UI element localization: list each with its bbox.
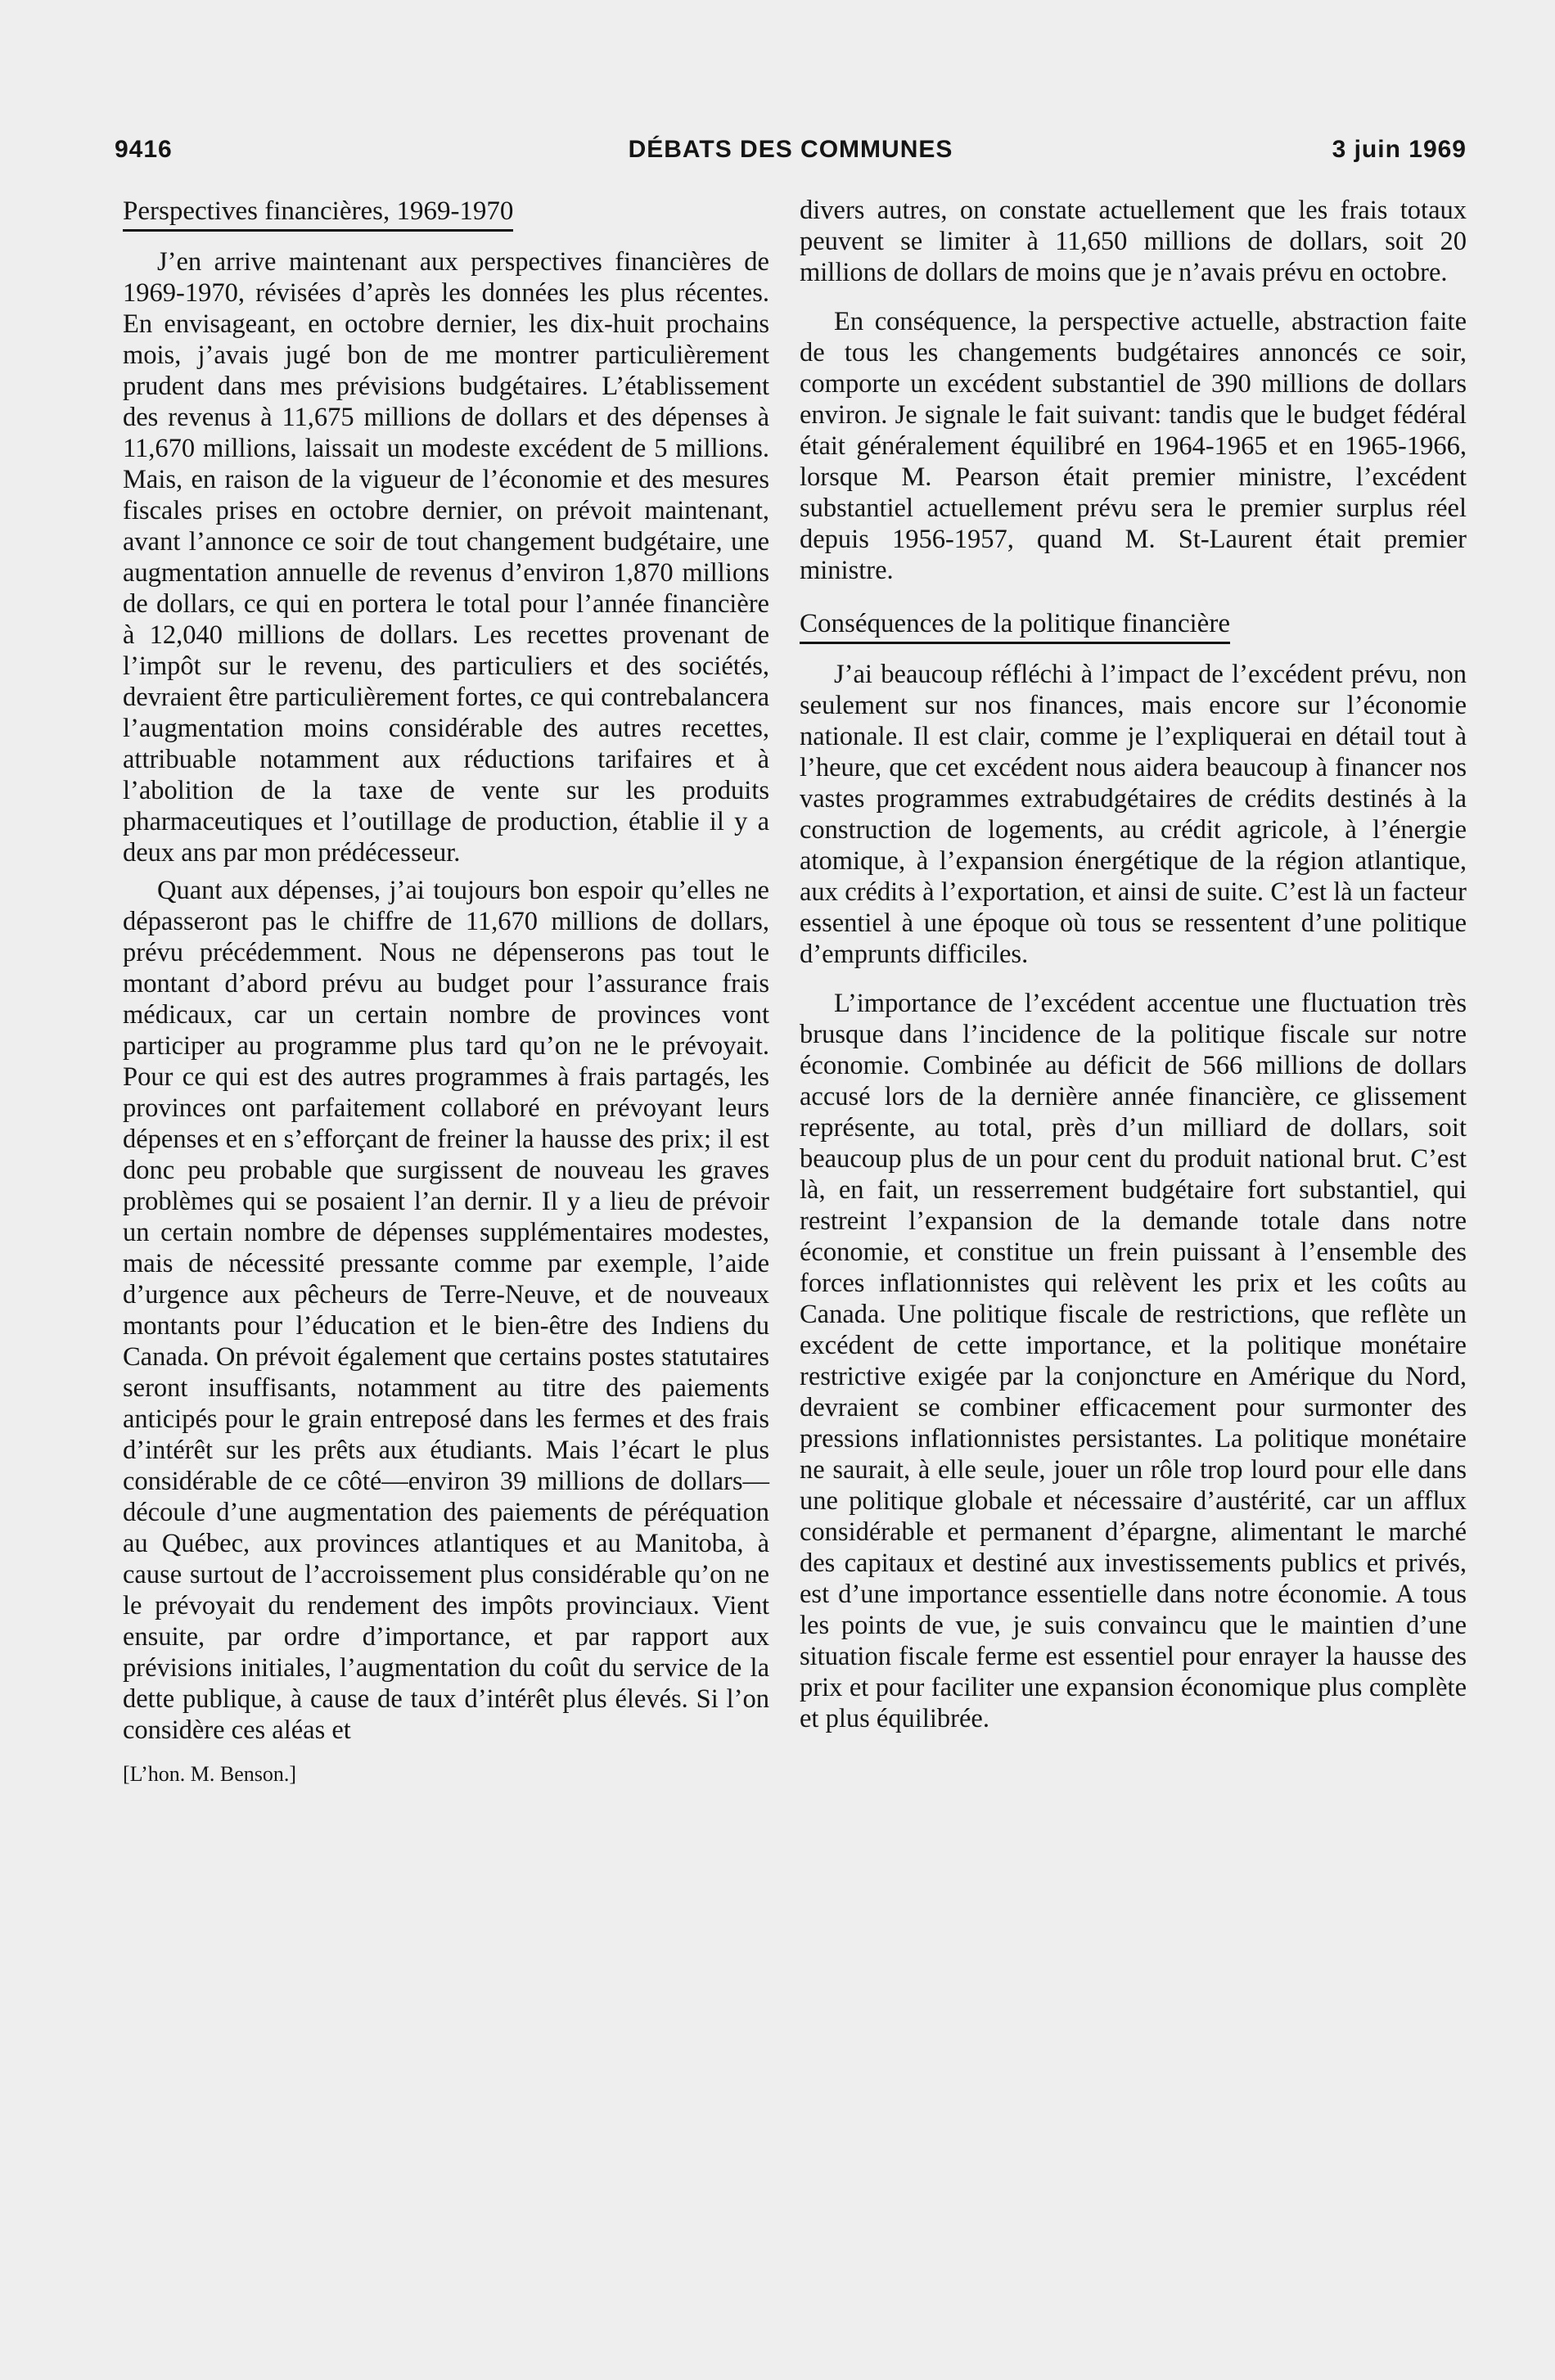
section-heading-fiscal-consequences: Conséquences de la politique financière <box>800 607 1230 644</box>
header-date: 3 juin 1969 <box>1332 136 1467 163</box>
paragraph: Quant aux dépenses, j’ai toujours bon espoir qu’elles ne dépasseront pas le chiffre de 11,670 millions de dollars, prévu précédemment. Nous ne dépenserons pas tout le montant d’abord prévu au budget pour l’assurance frais médicaux, car un certain nombre de provinces vont participer au programme plus tard qu’on ne le prévoyait. Pour ce qui est des autres programmes à frais partagés, les provinces ont parfaitement collaboré en prévoyant leurs dépenses et en s’efforçant de freiner la hausse des prix; il est donc peu probable que surgissent de nouveau les graves problèmes qui se posaient l’an dernir. Il y a lieu de prévoir un certain nombre de dépenses supplémentaires modestes, mais de nécessité pressante comme par exemple, l’aide d’urgence aux pêcheurs de Terre-Neuve, et de nouveaux montants pour l’éducation et le bien-être des Indiens du Canada. On prévoit également que certains postes statutaires seront insuffisants, notamment au titre des paiements anticipés pour le grain entreposé dans les fermes et des frais d’intérêt sur les prêts aux étudiants. Mais l’écart le plus considérable de ce côté—environ 39 millions de dollars—découle d’une augmentation des paiements de péréquation au Québec, aux provinces atlantiques et au Manitoba, à cause surtout de l’accroissement plus considérable qu’on ne le prévoyait du rendement des impôts provinciaux. Vient ensuite, par ordre d’importance, et par rapport aux prévisions initiales, l’augmentation du coût du service de la dette publique, à cause de taux d’intérêt plus élevés. Si l’on considère ces aléas et <box>123 876 769 1745</box>
right-column <box>800 195 1467 1741</box>
running-title: DÉBATS DES COMMUNES <box>628 136 953 163</box>
paragraph: J’ai beaucoup réfléchi à l’impact de l’excédent prévu, non seulement sur nos finances, mais encore sur l’économie nationale. Il est clair, comme je l’expliquerai en détail tout à l’heure, que cet excédent nous aidera beaucoup à financer nos vastes programmes extrabudgétaires de crédits destinés à la construction de logements, au crédit agricole, à l’énergie atomique, à l’expansion énergétique de la région atlantique, aux crédits à l’exportation, et ainsi de suite. C’est là un facteur essentiel à une époque où tous se ressentent d’une politique d’emprunts difficiles. <box>800 660 1467 969</box>
speaker-attribution: [L’hon. M. Benson.] <box>123 1762 297 1786</box>
paragraph: En conséquence, la perspective actuelle, abstraction faite de tous les changements budgétaires annoncés ce soir, comporte un excédent substantiel de 390 millions de dollars environ. Je signale le fait suivant: tandis que le budget fédéral était généralement équilibré en 1964-1965 et en 1965-1966, lorsque M. Pearson était premier ministre, l’excédent substantiel actuellement prévu sera le premier surplus réel depuis 1956-1957, quand M. St-Laurent était premier ministre. <box>800 307 1467 585</box>
paragraph: L’importance de l’excédent accentue une fluctuation très brusque dans l’incidence de la politique fiscale sur notre économie. Combinée au déficit de 566 millions de dollars accusé lors de la dernière année financière, ce glissement représente, au total, près d’un milliard de dollars, soit beaucoup plus de un pour cent du produit national brut. C’est là, en fait, un resserrement budgétaire fort substantiel, qui restreint l’expansion de la demande totale dans notre économie, et constitue un frein puissant à l’ensemble des forces inflationnistes qui relèvent les prix et les coûts au Canada. Une politique fiscale de restrictions, que reflète un excédent de cette importance, et la politique monétaire restrictive exigée par la conjoncture en Amérique du Nord, devraient se combiner efficacement pour surmonter des pressions inflationnistes persistantes. La politique monétaire ne saurait, à elle seule, jouer un rôle trop lourd pour elle dans une politique globale et nécessaire d’austérité, car un afflux considérable et permanent d’épargne, alimentant le marché des capitaux et destiné aux investissements publics et privés, est d’une importance essentielle dans notre économie. A tous les points de vue, je suis convaincu que le maintien d’une situation fiscale ferme est essentiel pour enrayer la hausse des prix et pour faciliter une expansion économique plus complète et plus équilibrée. <box>800 989 1467 1733</box>
paragraph: J’en arrive maintenant aux perspectives financières de 1969-1970, révisées d’après les données les plus récentes. En envisageant, en octobre dernier, les dix-huit prochains mois, j’avais jugé bon de me montrer particulièrement prudent dans mes prévisions budgétaires. L’établissement des revenus à 11,675 millions de dollars et des dépenses à 11,670 millions, laissait un modeste excédent de 5 millions. Mais, en raison de la vigueur de l’économie et des mesures fiscales prises en octobre dernier, on prévoit maintenant, avant l’annonce ce soir de tout changement budgétaire, une augmentation annuelle de revenus d’environ 1,870 millions de dollars, ce qui en portera le total pour l’année financière à 12,040 millions de dollars. Les recettes provenant de l’impôt sur le revenu, des particuliers et des sociétés, devraient être particulièrement fortes, ce qui contrebalancera l’augmentation moins considérable des autres recettes, attribuable notamment aux réductions tarifaires et à l’abolition de la taxe de vente sur les produits pharmaceutiques et l’outillage de production, établie il y a deux ans par mon prédécesseur. <box>123 247 769 868</box>
left-column <box>123 195 769 1796</box>
page-header <box>115 124 1467 174</box>
paragraph-continuation: divers autres, on constate actuellement que les frais totaux peuvent se limiter à 11,650 millions de dollars, soit 20 millions de dollars de moins que je n’avais prévu en octobre. <box>800 196 1467 287</box>
section-heading-financial-outlook: Perspectives financières, 1969-1970 <box>123 195 513 232</box>
page-number: 9416 <box>115 136 173 163</box>
